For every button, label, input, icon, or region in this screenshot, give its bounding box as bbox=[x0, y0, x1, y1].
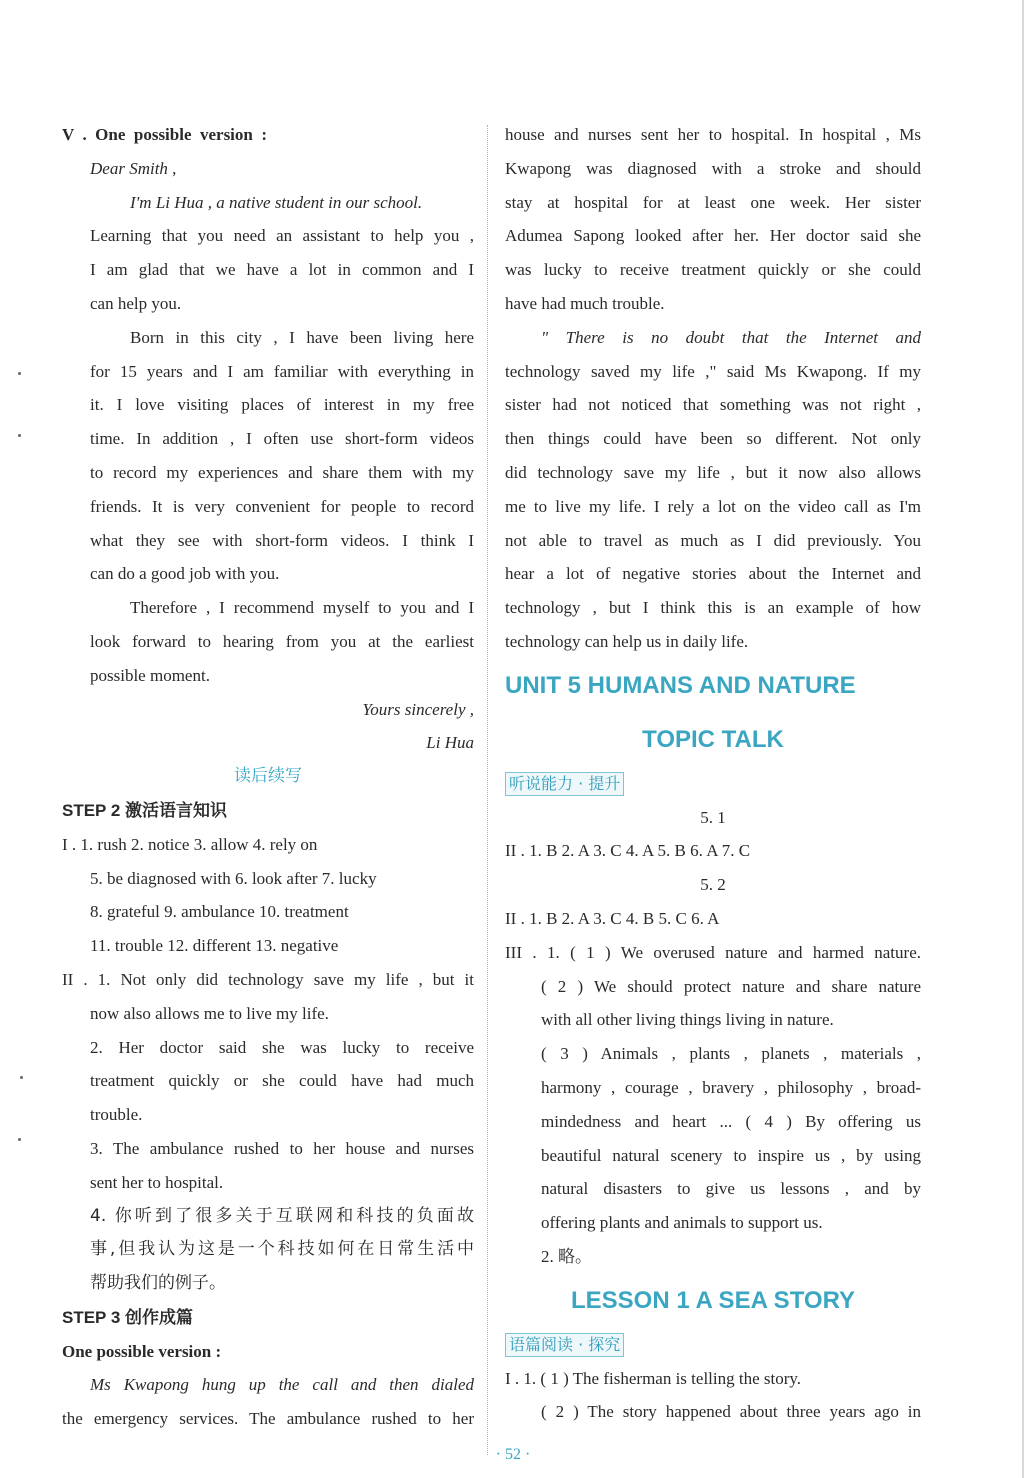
section-tag-listening: 听说能力 · 提升 bbox=[505, 772, 624, 796]
text-line: technology can help us in daily life. bbox=[505, 631, 749, 651]
text-line: it. I love visiting places of interest in my free bbox=[90, 395, 474, 415]
text-line: 帮助我们的例子。 bbox=[90, 1273, 226, 1294]
text-line: offering plants and animals to support us. bbox=[541, 1213, 823, 1233]
scan-edge bbox=[1022, 0, 1024, 1478]
text-line: 5. 2 bbox=[700, 875, 726, 895]
text-line: Therefore , I recommend myself to you and I bbox=[130, 598, 474, 618]
right-block-reading bbox=[505, 1362, 921, 1430]
text-line: 3. The ambulance rushed to her house and nurses bbox=[90, 1138, 474, 1158]
text-line: Yours sincerely , bbox=[362, 699, 474, 719]
text-line: stay at hospital for at least one week. Her sister bbox=[505, 192, 921, 212]
text-line: Adumea Sapong looked after her. Her doctor said she bbox=[505, 226, 921, 246]
text-line: with all other living things living in nature. bbox=[541, 1010, 834, 1030]
right-block-story bbox=[505, 118, 921, 659]
text-line: II . 1. B 2. A 3. C 4. B 5. C 6. A bbox=[505, 908, 720, 928]
text-line: ( 2 ) We should protect nature and share nature bbox=[541, 976, 921, 996]
text-line: Dear Smith , bbox=[90, 158, 177, 178]
text-line: Born in this city , I have been living here bbox=[130, 327, 474, 347]
text-line: house and nurses sent her to hospital. In hospital , Ms bbox=[505, 125, 921, 144]
text-line: 11. trouble 12. different 13. negative bbox=[90, 936, 339, 956]
text-line: for 15 years and I am familiar with everything in bbox=[90, 361, 474, 381]
text-line: ( 2 ) The story happened about three years ago in bbox=[541, 1402, 921, 1422]
text-line: have had much trouble. bbox=[505, 293, 665, 313]
text-line: look forward to hearing from you at the earliest bbox=[90, 631, 474, 651]
text-line: sister had not noticed that something was not right , bbox=[505, 395, 921, 415]
text-line: possible moment. bbox=[90, 665, 210, 685]
text-line: 读后续写 bbox=[234, 766, 302, 787]
right-column bbox=[505, 118, 921, 1429]
text-line: 4. 你听到了很多关于互联网和科技的负面故 bbox=[90, 1205, 474, 1226]
text-line: technology saved my life ," said Ms Kwapong. If my bbox=[505, 361, 921, 381]
section-tag-reading: 语篇阅读 · 探究 bbox=[505, 1333, 624, 1357]
text-line: I am glad that we have a lot in common and I bbox=[90, 260, 474, 280]
text-line: technology , but I think this is an example of how bbox=[505, 598, 921, 618]
tag-row-reading bbox=[505, 1328, 921, 1362]
left-column bbox=[62, 118, 474, 1436]
text-line: I . 1. rush 2. notice 3. allow 4. rely on bbox=[62, 834, 318, 854]
text-line: friends. It is very convenient for people to record bbox=[90, 496, 474, 516]
text-line: can help you. bbox=[90, 293, 182, 313]
text-line: III . 1. ( 1 ) We overused nature and harmed nature. bbox=[505, 942, 921, 962]
text-line: Li Hua bbox=[426, 733, 474, 753]
lesson-title: LESSON 1 A SEA STORY bbox=[570, 1286, 856, 1314]
text-line: mindedness and heart ... ( 4 ) By offering us bbox=[541, 1111, 921, 1131]
text-line: 事,但我认为这是一个科技如何在日常生活中 bbox=[90, 1239, 474, 1260]
scan-speck bbox=[18, 372, 21, 375]
text-line: treatment quickly or she could have had much bbox=[90, 1071, 474, 1091]
text-line: not able to travel as much as I did previously. You bbox=[505, 530, 921, 550]
text-line: II . 1. Not only did technology save my life , but it bbox=[62, 969, 474, 989]
text-line: hear a lot of negative stories about the Internet and bbox=[505, 564, 921, 584]
text-line: 2. 略。 bbox=[541, 1246, 592, 1266]
text-line: One possible version : bbox=[62, 1341, 222, 1361]
text-line: did technology save my life , but it now also allows bbox=[505, 462, 921, 482]
text-line: can do a good job with you. bbox=[90, 564, 280, 584]
page-number: · 52 · bbox=[495, 1446, 531, 1463]
text-line: ( 3 ) Animals , plants , planets , materials , bbox=[541, 1044, 921, 1064]
scan-speck bbox=[20, 1076, 23, 1079]
text-line: STEP 3 创作成篇 bbox=[62, 1307, 193, 1327]
text-line: beautiful natural scenery to inspire us , by using bbox=[541, 1145, 921, 1165]
text-line: STEP 2 激活语言知识 bbox=[62, 800, 227, 820]
scan-speck bbox=[18, 1138, 21, 1141]
text-line: I . 1. ( 1 ) The fisherman is telling the story. bbox=[505, 1368, 802, 1388]
tag-row-listening bbox=[505, 767, 921, 801]
text-line: me to live my life. I rely a lot on the video call as I'm bbox=[505, 496, 921, 516]
text-line: V . One possible version : bbox=[62, 125, 267, 144]
text-line: II . 1. B 2. A 3. C 4. A 5. B 6. A 7. C bbox=[505, 841, 751, 861]
text-line: now also allows me to live my life. bbox=[90, 1003, 329, 1023]
text-line: 8. grateful 9. ambulance 10. treatment bbox=[90, 902, 349, 922]
scan-speck bbox=[18, 434, 21, 437]
text-line: the emergency services. The ambulance rushed to her bbox=[62, 1409, 474, 1429]
text-line: " There is no doubt that the Internet and bbox=[541, 327, 921, 347]
text-line: time. In addition , I often use short-form videos bbox=[90, 429, 474, 449]
text-line: natural disasters to give us lessons , and by bbox=[541, 1179, 921, 1199]
text-line: was lucky to receive treatment quickly or she could bbox=[505, 260, 921, 280]
text-line: harmony , courage , bravery , philosophy , broad- bbox=[541, 1077, 921, 1097]
text-line: Learning that you need an assistant to help you , bbox=[90, 226, 474, 246]
text-line: sent her to hospital. bbox=[90, 1172, 224, 1192]
text-line: then things could have been so different. Not only bbox=[505, 429, 921, 449]
text-line: I'm Li Hua , a native student in our school. bbox=[130, 192, 423, 212]
right-block-answers bbox=[505, 801, 921, 1274]
text-line: 5. be diagnosed with 6. look after 7. lucky bbox=[90, 868, 377, 888]
text-line: what they see with short-form videos. I think I bbox=[90, 530, 474, 550]
text-line: 2. Her doctor said she was lucky to receive bbox=[90, 1037, 474, 1057]
text-line: 5. 1 bbox=[700, 807, 726, 827]
topic-title: TOPIC TALK bbox=[642, 725, 784, 753]
text-line: Kwapong was diagnosed with a stroke and should bbox=[505, 158, 921, 178]
text-line: Ms Kwapong hung up the call and then dialed bbox=[90, 1375, 474, 1395]
text-line: to record my experiences and share them with my bbox=[90, 462, 474, 482]
column-divider bbox=[487, 125, 488, 1455]
text-line: trouble. bbox=[90, 1105, 143, 1125]
unit-title: UNIT 5 HUMANS AND NATURE bbox=[505, 671, 856, 699]
